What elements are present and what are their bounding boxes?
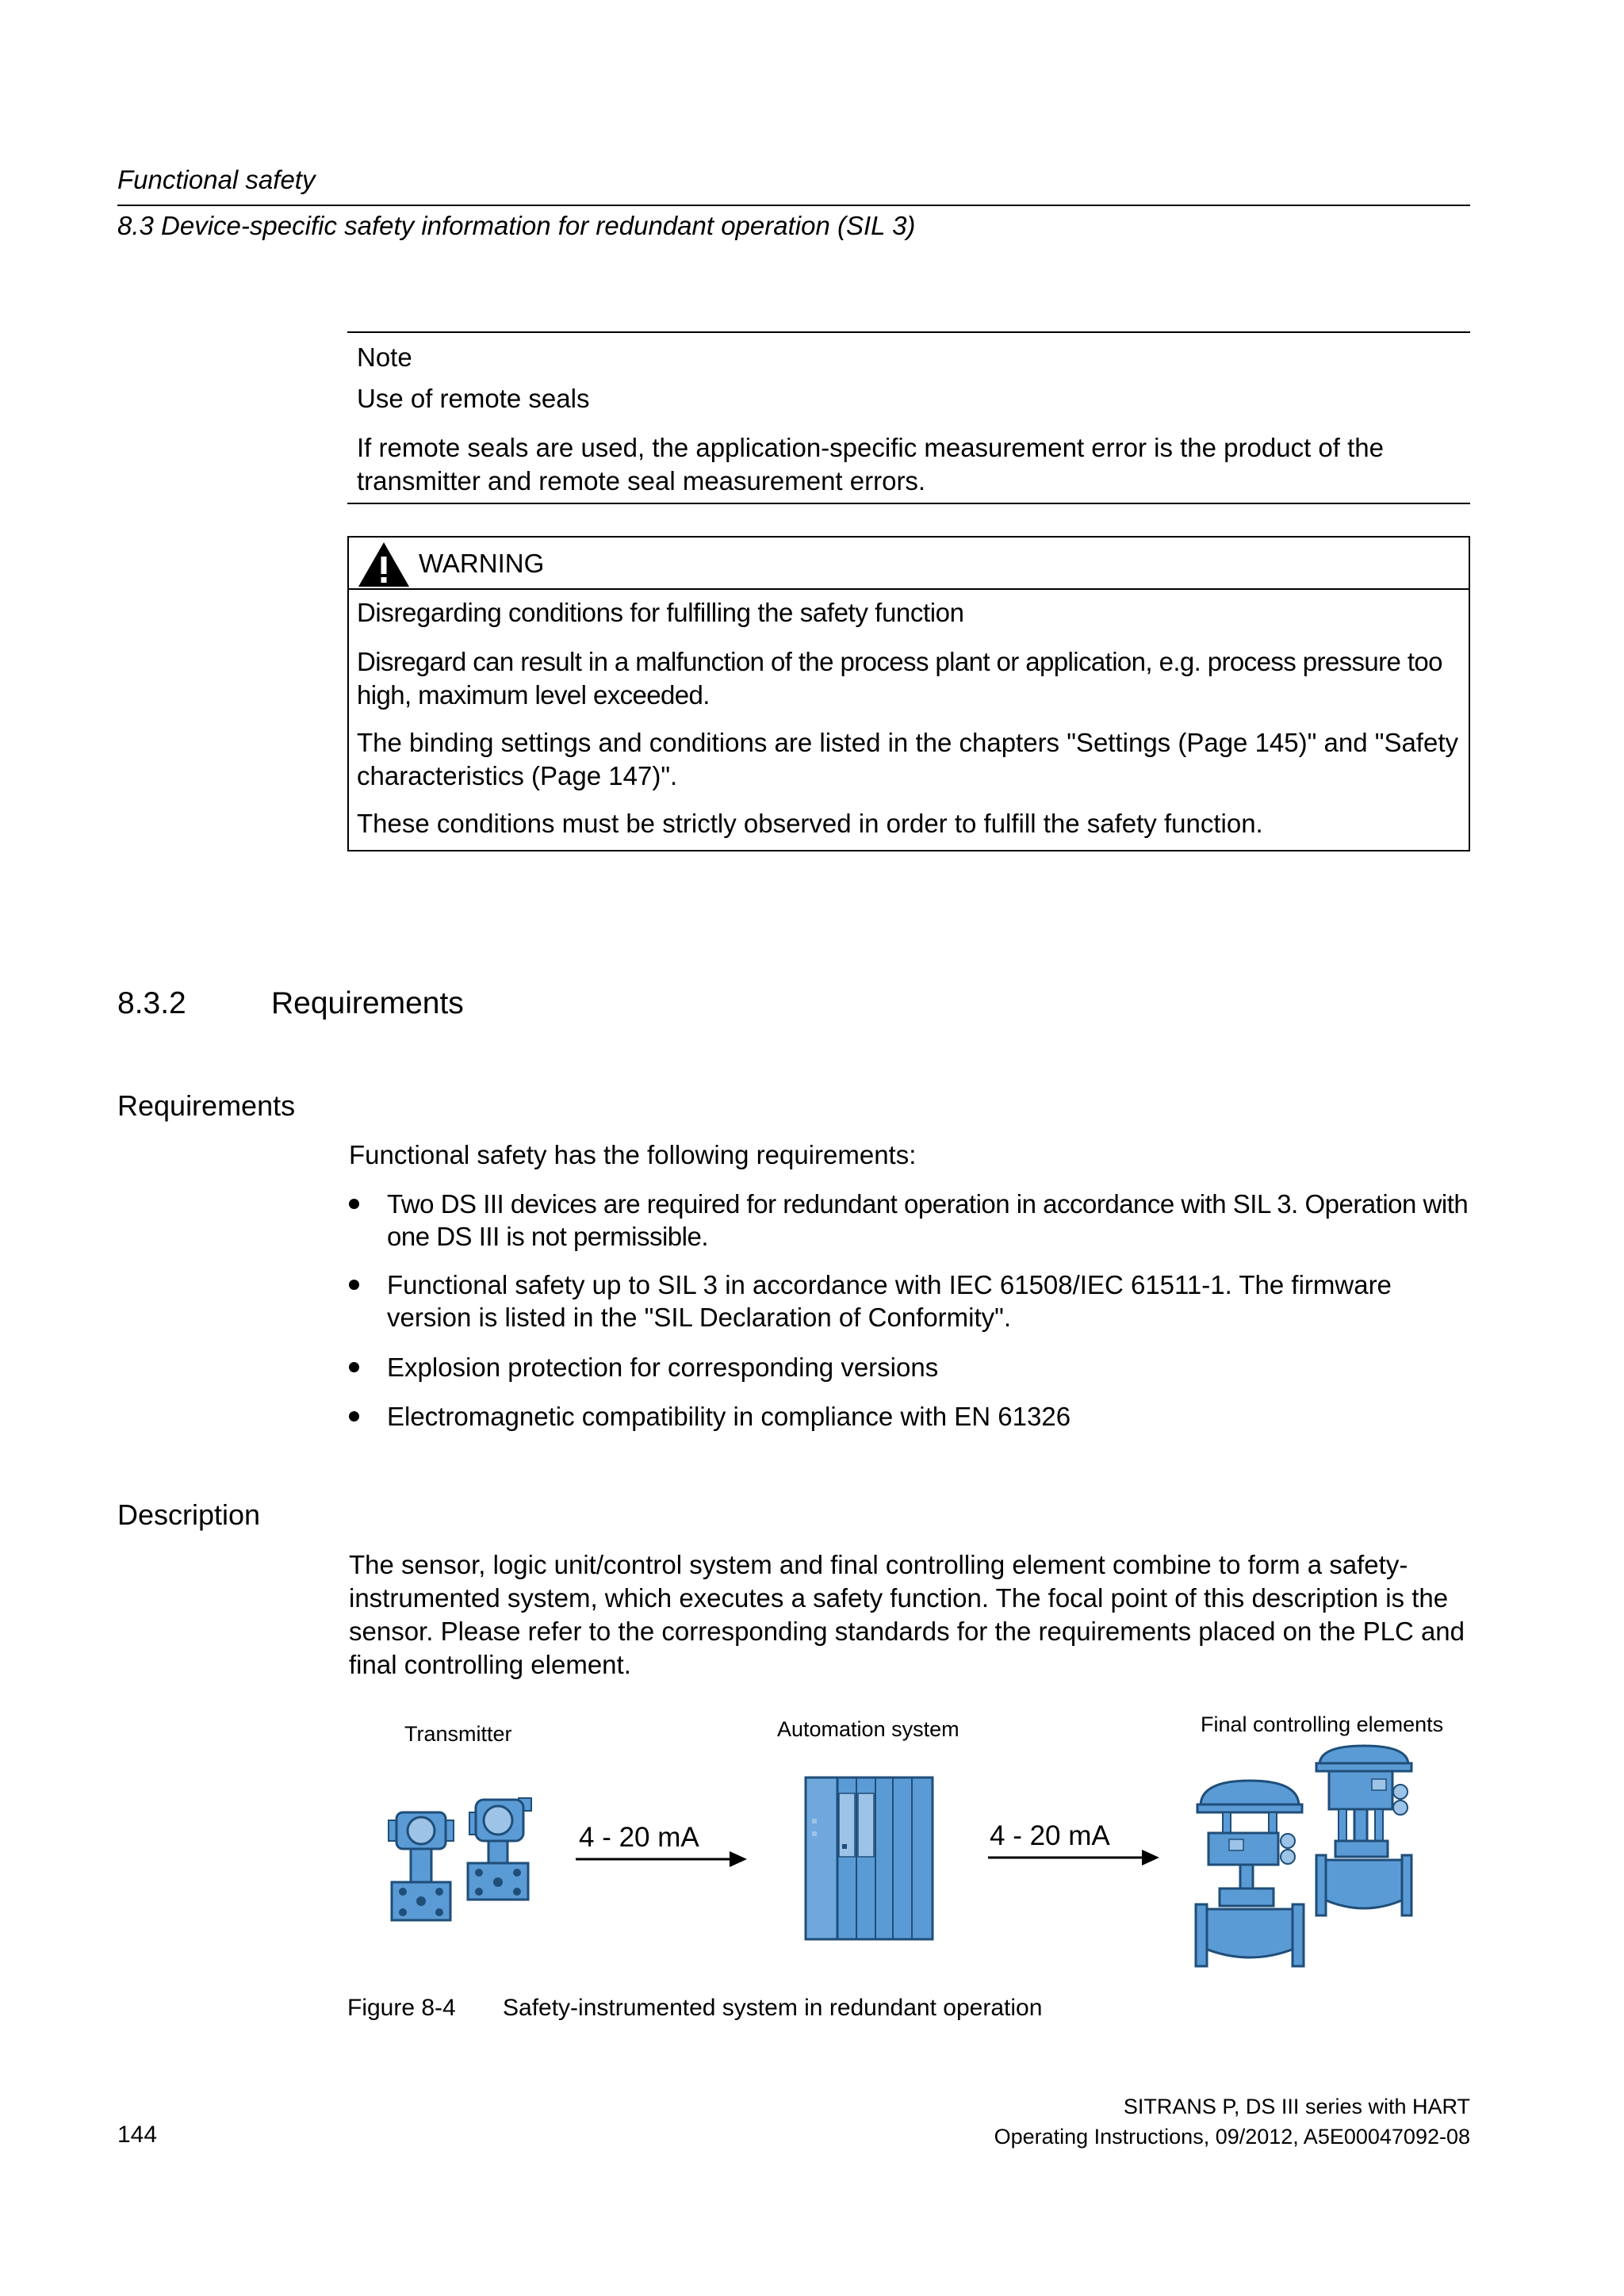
footer-product: SITRANS P, DS III series with HART <box>1123 2095 1470 2118</box>
note-label: Note <box>357 342 412 372</box>
arrow-right-icon <box>574 1847 749 1875</box>
figure-label-final: Final controlling elements <box>1201 1712 1444 1736</box>
running-header-chapter: Functional safety <box>117 165 316 194</box>
warning-box <box>347 536 1470 851</box>
bullet-dot <box>349 1411 359 1422</box>
note-title: Use of remote seals <box>357 384 590 413</box>
signal-label-1: 4 - 20 mA <box>579 1822 699 1853</box>
figure-caption-number: Figure 8-4 <box>347 1995 456 2021</box>
section-number: 8.3.2 <box>117 986 186 1020</box>
bullet-dot <box>349 1362 359 1372</box>
warning-paragraph-3: These conditions must be strictly observed in order to fulfill the safety function. <box>357 809 1263 838</box>
requirements-heading: Requirements <box>117 1089 296 1122</box>
figure-caption-text: Safety-instrumented system in redundant operation <box>503 1995 1043 2021</box>
list-item <box>349 1188 1475 1253</box>
control-valve-1-icon <box>1194 1776 1305 1973</box>
description-text: The sensor, logic unit/control system and final controlling element combine to form a safety-instrumented system, which executes a safety function. The focal point of this description is the sensor. Please refer to the corresponding standards for the requirements placed on the PLC and final controlling element. <box>349 1550 1465 1679</box>
warning-paragraph-1: Disregard can result in a malfunction of the process plant or application, e.g. process pressure too high, maximum level exceeded. <box>357 647 1442 710</box>
figure-label-automation: Automation system <box>777 1717 959 1741</box>
note-text: If remote seals are used, the application-specific measurement error is the product of the transmitter and remote seal measurement errors. <box>357 433 1384 496</box>
list-item <box>349 1351 1475 1383</box>
warning-triangle-icon <box>357 541 411 592</box>
plc-rack-icon <box>804 1771 936 1946</box>
page-number: 144 <box>117 2122 158 2148</box>
list-item-text: Electromagnetic compatibility in compliance with EN 61326 <box>387 1402 1071 1431</box>
signal-label-2: 4 - 20 mA <box>990 1820 1110 1851</box>
note-top-rule <box>347 331 1470 333</box>
control-valve-2-icon <box>1315 1741 1413 1937</box>
running-header-section: 8.3 Device-specific safety information for redundant operation (SIL 3) <box>117 211 916 240</box>
warning-label: WARNING <box>419 549 545 578</box>
description-heading: Description <box>117 1498 261 1531</box>
note-bottom-rule <box>347 503 1470 504</box>
transmitter-2-icon <box>458 1793 534 1907</box>
requirements-intro: Functional safety has the following requirements: <box>349 1140 917 1169</box>
figure-label-transmitter: Transmitter <box>404 1722 512 1746</box>
list-item-text: Functional safety up to SIL 3 in accordance with IEC 61508/IEC 61511-1. The firmware version is listed in the "SIL Declaration of Conformity". <box>387 1270 1392 1332</box>
transmitter-1-icon <box>385 1798 457 1929</box>
bullet-dot <box>349 1280 359 1290</box>
footer-doc-info: Operating Instructions, 09/2012, A5E00047092-08 <box>994 2125 1470 2149</box>
warning-title: Disregarding conditions for fulfilling the safety function <box>357 598 964 627</box>
warning-divider <box>349 588 1469 590</box>
arrow-right-icon <box>986 1846 1161 1873</box>
list-item-text: Two DS III devices are required for redundant operation in accordance with SIL 3. Operation with one DS III is not permissible. <box>387 1189 1469 1251</box>
list-item <box>349 1400 1475 1433</box>
list-item <box>349 1269 1475 1334</box>
section-title: Requirements <box>271 986 464 1020</box>
warning-paragraph-2: The binding settings and conditions are listed in the chapters "Settings (Page 145)" and "Safety characteristics (Page 147)". <box>357 728 1458 790</box>
bullet-dot <box>349 1199 359 1209</box>
header-rule <box>117 205 1470 206</box>
list-item-text: Explosion protection for corresponding versions <box>387 1353 939 1382</box>
